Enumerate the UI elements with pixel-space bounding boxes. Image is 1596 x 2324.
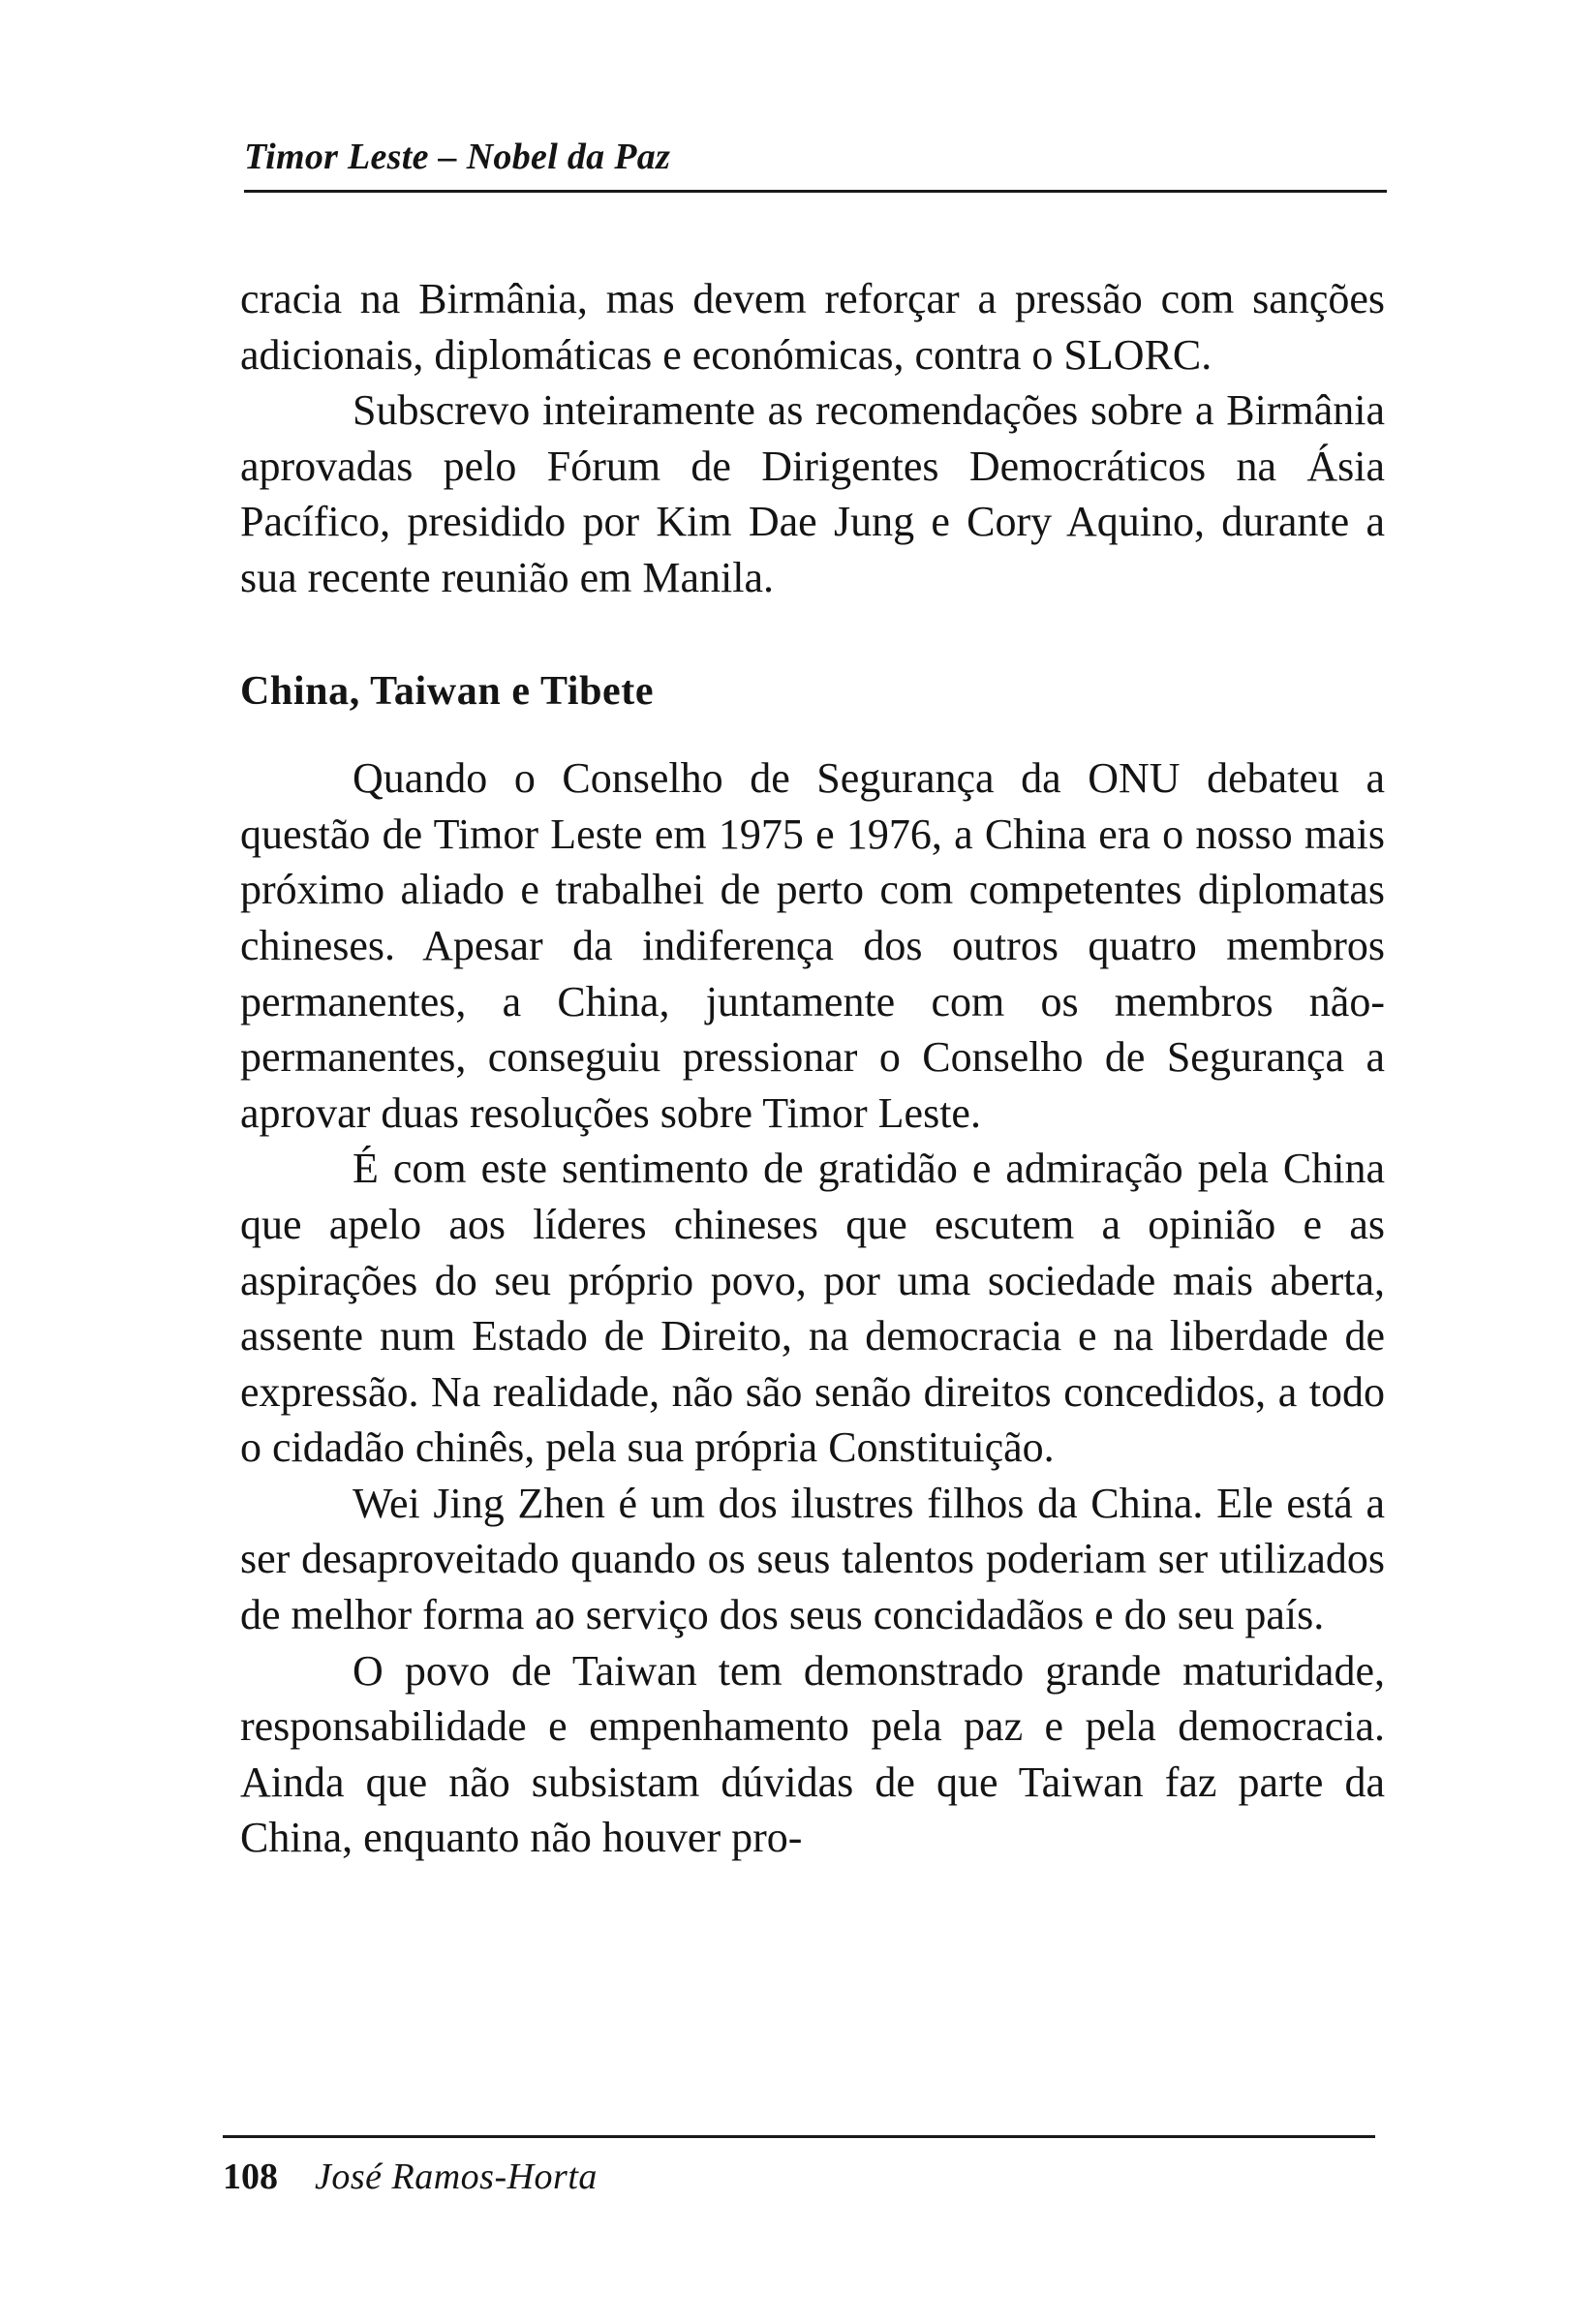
paragraph-6: O povo de Taiwan tem demonstrado grande maturidade, responsabilidade e empenhamento pela paz e pela democracia. Ainda que não subsistam dúvidas de que Taiwan faz parte da China, enquanto não houver pro-: [240, 1646, 1385, 1862]
running-header: [244, 136, 1387, 193]
book-title: Timor Leste – Nobel da Paz: [244, 137, 671, 177]
paragraph-4: É com este sentimento de gratidão e admiração pela China que apelo aos líderes chineses que escutem a opinião e as aspirações do seu próprio povo, por uma sociedade mais aberta, assente num Estado de Direito, na democracia e na liberdade de expressão. Na realidade, não são senão direitos concedidos, a todo o cidadão chinês, pela sua própria Constituição.: [240, 1145, 1385, 1472]
section-heading: China, Taiwan e Tibete: [240, 668, 655, 714]
paragraph-1: cracia na Birmânia, mas devem reforçar a pressão com sanções adicionais, diplomáticas e económicas, contra o SLORC.: [240, 275, 1385, 379]
footer-line: [223, 2156, 1375, 2200]
paragraph-2: Subscrevo inteiramente as recomendações sobre a Birmânia aprovadas pelo Fórum de Dirigentes Democráticos na Ásia Pacífico, presidido por Kim Dae Jung e Cory Aquino, durante a sua recente reunião em Manila.: [240, 386, 1385, 601]
body-text: [240, 271, 1385, 1866]
running-footer: [223, 2135, 1375, 2200]
footer-rule: [223, 2135, 1375, 2138]
paragraph-5: Wei Jing Zhen é um dos ilustres filhos da China. Ele está a ser desaproveitado quando os seus talentos poderiam ser utilizados de melhor forma ao serviço dos seus concidadãos e do seu país.: [240, 1479, 1385, 1639]
header-rule: [244, 190, 1387, 193]
paragraph-3: Quando o Conselho de Segurança da ONU debateu a questão de Timor Leste em 1975 e 1976, a China era o nosso mais próximo aliado e trabalhei de perto com competentes diplomatas chineses. Apesar da indiferença dos outros quatro membros permanentes, a China, juntamente com os membros não-permanentes, conseguiu pressionar o Conselho de Segurança a aprovar duas resoluções sobre Timor Leste.: [240, 754, 1385, 1137]
footer-author: José Ramos-Horta: [315, 2156, 598, 2197]
page-number: 108: [223, 2156, 278, 2197]
